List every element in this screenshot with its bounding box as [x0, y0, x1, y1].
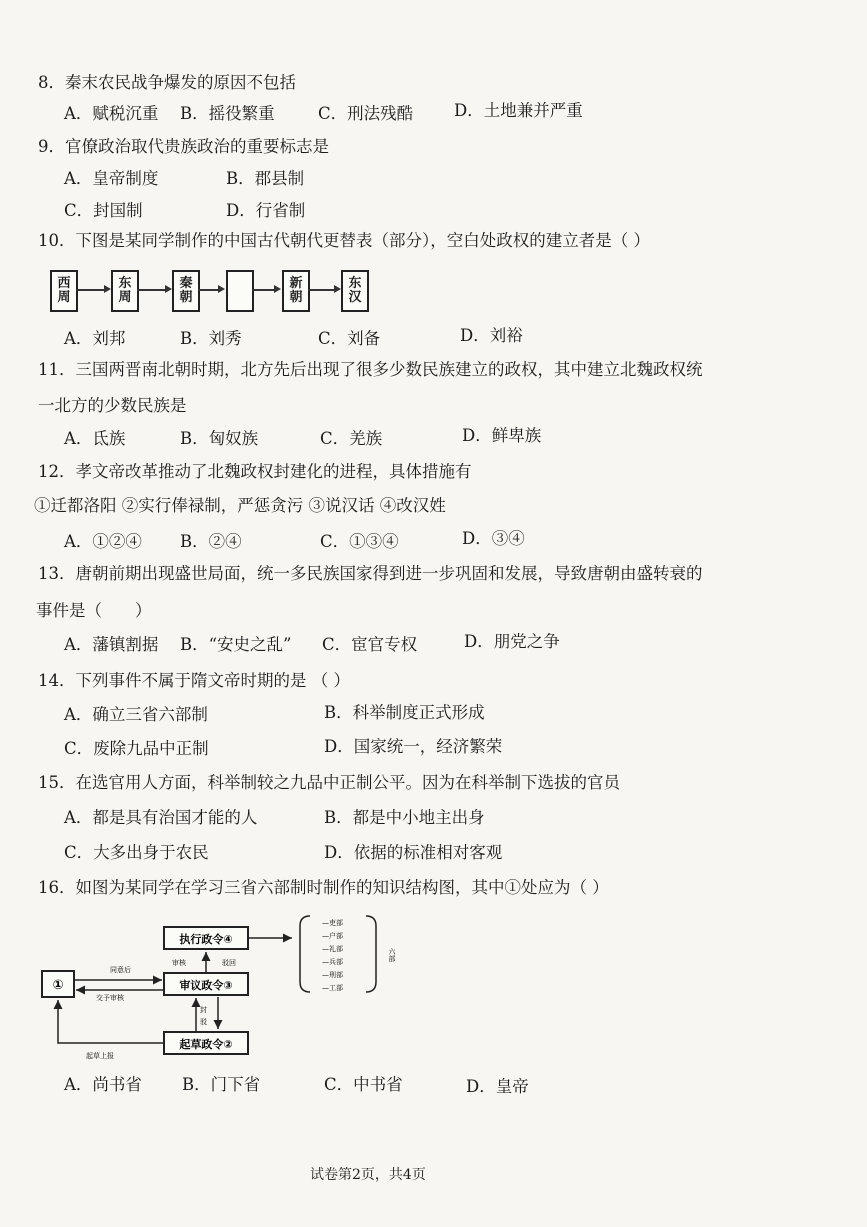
- ministry-5: —刑部: [322, 971, 343, 979]
- q9-option-b: B．郡县制: [226, 169, 305, 188]
- q15-option-d: D．依据的标准相对客观: [324, 843, 503, 862]
- q16-option-d: D．皇帝: [466, 1077, 529, 1096]
- label-reject: 驳回: [222, 959, 236, 967]
- q9-option-d: D．行省制: [226, 201, 306, 220]
- q15-stem: 15．在选官用人方面，科举制较之九品中正制公平。因为在科举制下选拔的官员: [38, 773, 620, 792]
- q14-option-c: C．废除九品中正制: [64, 739, 209, 758]
- label-seal: 封: [200, 1006, 207, 1014]
- q13-stem-line1: 13．唐朝前期出现盛世局面，统一多民族国家得到进一步巩固和发展，导致唐朝由盛转衰的: [38, 564, 703, 583]
- q10-option-b: B．刘秀: [180, 329, 242, 348]
- q9-option-a: A．皇帝制度: [64, 169, 159, 188]
- ministry-1: —吏部: [322, 919, 343, 927]
- q12-stem: 12．孝文帝改革推动了北魏政权封建化的进程，具体措施有: [38, 462, 472, 481]
- ministry-3: —礼部: [322, 945, 343, 953]
- label-submit: 交予审核: [96, 994, 124, 1002]
- q10-option-d: D．刘裕: [460, 326, 523, 345]
- q12-option-a: A．①②④: [64, 532, 142, 551]
- q14-option-a: A．确立三省六部制: [64, 705, 208, 724]
- q8-option-b: B．摇役繁重: [180, 104, 275, 123]
- q16-option-c: C．中书省: [324, 1075, 403, 1094]
- q13-stem-line2: 事件是（ ）: [36, 601, 152, 620]
- ministry-6: —工部: [322, 984, 343, 992]
- q16-option-b: B．门下省: [182, 1075, 261, 1094]
- q8-stem: 8．秦末农民战争爆发的原因不包括: [38, 73, 296, 92]
- label-approve: 同意后: [110, 966, 131, 974]
- q12-option-b: B．②④: [180, 532, 242, 551]
- q13-option-a: A．藩镇割据: [64, 635, 159, 654]
- circle-box-label: ①: [52, 978, 64, 993]
- q12-option-c: C．①③④: [320, 532, 399, 551]
- q11-option-c: C．羌族: [320, 429, 383, 448]
- dynasty-box-eastern-zhou: 东周: [111, 270, 139, 312]
- page-footer: 试卷第2页，共4页: [310, 1167, 426, 1183]
- q9-option-c: C．封国制: [64, 201, 143, 220]
- q11-stem-line2: 一北方的少数民族是: [38, 396, 187, 415]
- q10-stem: 10．下图是某同学制作的中国古代朝代更替表（部分），空白处政权的建立者是（ ）: [38, 231, 650, 250]
- ministry-4: —兵部: [322, 958, 343, 966]
- ministry-2: —户部: [322, 932, 343, 940]
- dynasty-box-xin: 新朝: [282, 270, 310, 312]
- q8-option-c: C．刑法残酷: [318, 104, 414, 123]
- label-draft-up: 起草上报: [86, 1052, 114, 1060]
- dynasty-box-western-zhou: 西周: [50, 270, 78, 312]
- q8-option-a: A．赋税沉重: [64, 104, 159, 123]
- q11-option-a: A．氐族: [64, 429, 126, 448]
- dynasty-box-qin: 秦朝: [172, 270, 200, 312]
- dynasty-box-eastern-han: 东汉: [341, 270, 369, 312]
- q13-option-d: D．朋党之争: [464, 632, 560, 651]
- q15-option-b: B．都是中小地主出身: [324, 808, 485, 827]
- exec-box-label: 执行政令④: [179, 933, 233, 946]
- q10-option-c: C．刘备: [318, 329, 381, 348]
- q14-stem: 14．下列事件不属于隋文帝时期的是 （ ）: [38, 671, 350, 690]
- q11-stem-line1: 11．三国两晋南北朝时期，北方先后出现了很多少数民族建立的政权，其中建立北魏政权统: [38, 360, 703, 379]
- review-box-label: 审议政令③: [179, 979, 233, 992]
- q9-stem: 9．官僚政治取代贵族政治的重要标志是: [38, 137, 329, 156]
- q11-option-d: D．鲜卑族: [462, 426, 542, 445]
- q14-option-b: B．科举制度正式形成: [324, 703, 485, 722]
- q10-option-a: A．刘邦: [64, 329, 126, 348]
- q15-option-a: A．都是具有治国才能的人: [64, 808, 258, 827]
- q13-option-c: C．宦官专权: [322, 635, 418, 654]
- q11-option-b: B．匈奴族: [180, 429, 259, 448]
- q8-option-d: D．土地兼并严重: [454, 101, 583, 120]
- q14-option-d: D．国家统一，经济繁荣: [324, 737, 503, 756]
- q15-option-c: C．大多出身于农民: [64, 843, 209, 862]
- q12-option-d: D．③④: [462, 529, 525, 548]
- q16-stem: 16．如图为某同学在学习三省六部制时制作的知识结构图，其中①处应为（ ）: [38, 878, 609, 897]
- q16-option-a: A．尚书省: [64, 1075, 142, 1094]
- six-ministries-label: 六部: [388, 948, 396, 962]
- label-review: 审核: [172, 959, 186, 967]
- q13-option-b: B．“安史之乱”: [180, 635, 292, 654]
- q12-items: ①迁都洛阳 ②实行俸禄制，严惩贪污 ③说汉话 ④改汉姓: [34, 496, 446, 515]
- label-seal2: 驳: [200, 1018, 207, 1026]
- draft-box-label: 起草政令②: [179, 1038, 233, 1051]
